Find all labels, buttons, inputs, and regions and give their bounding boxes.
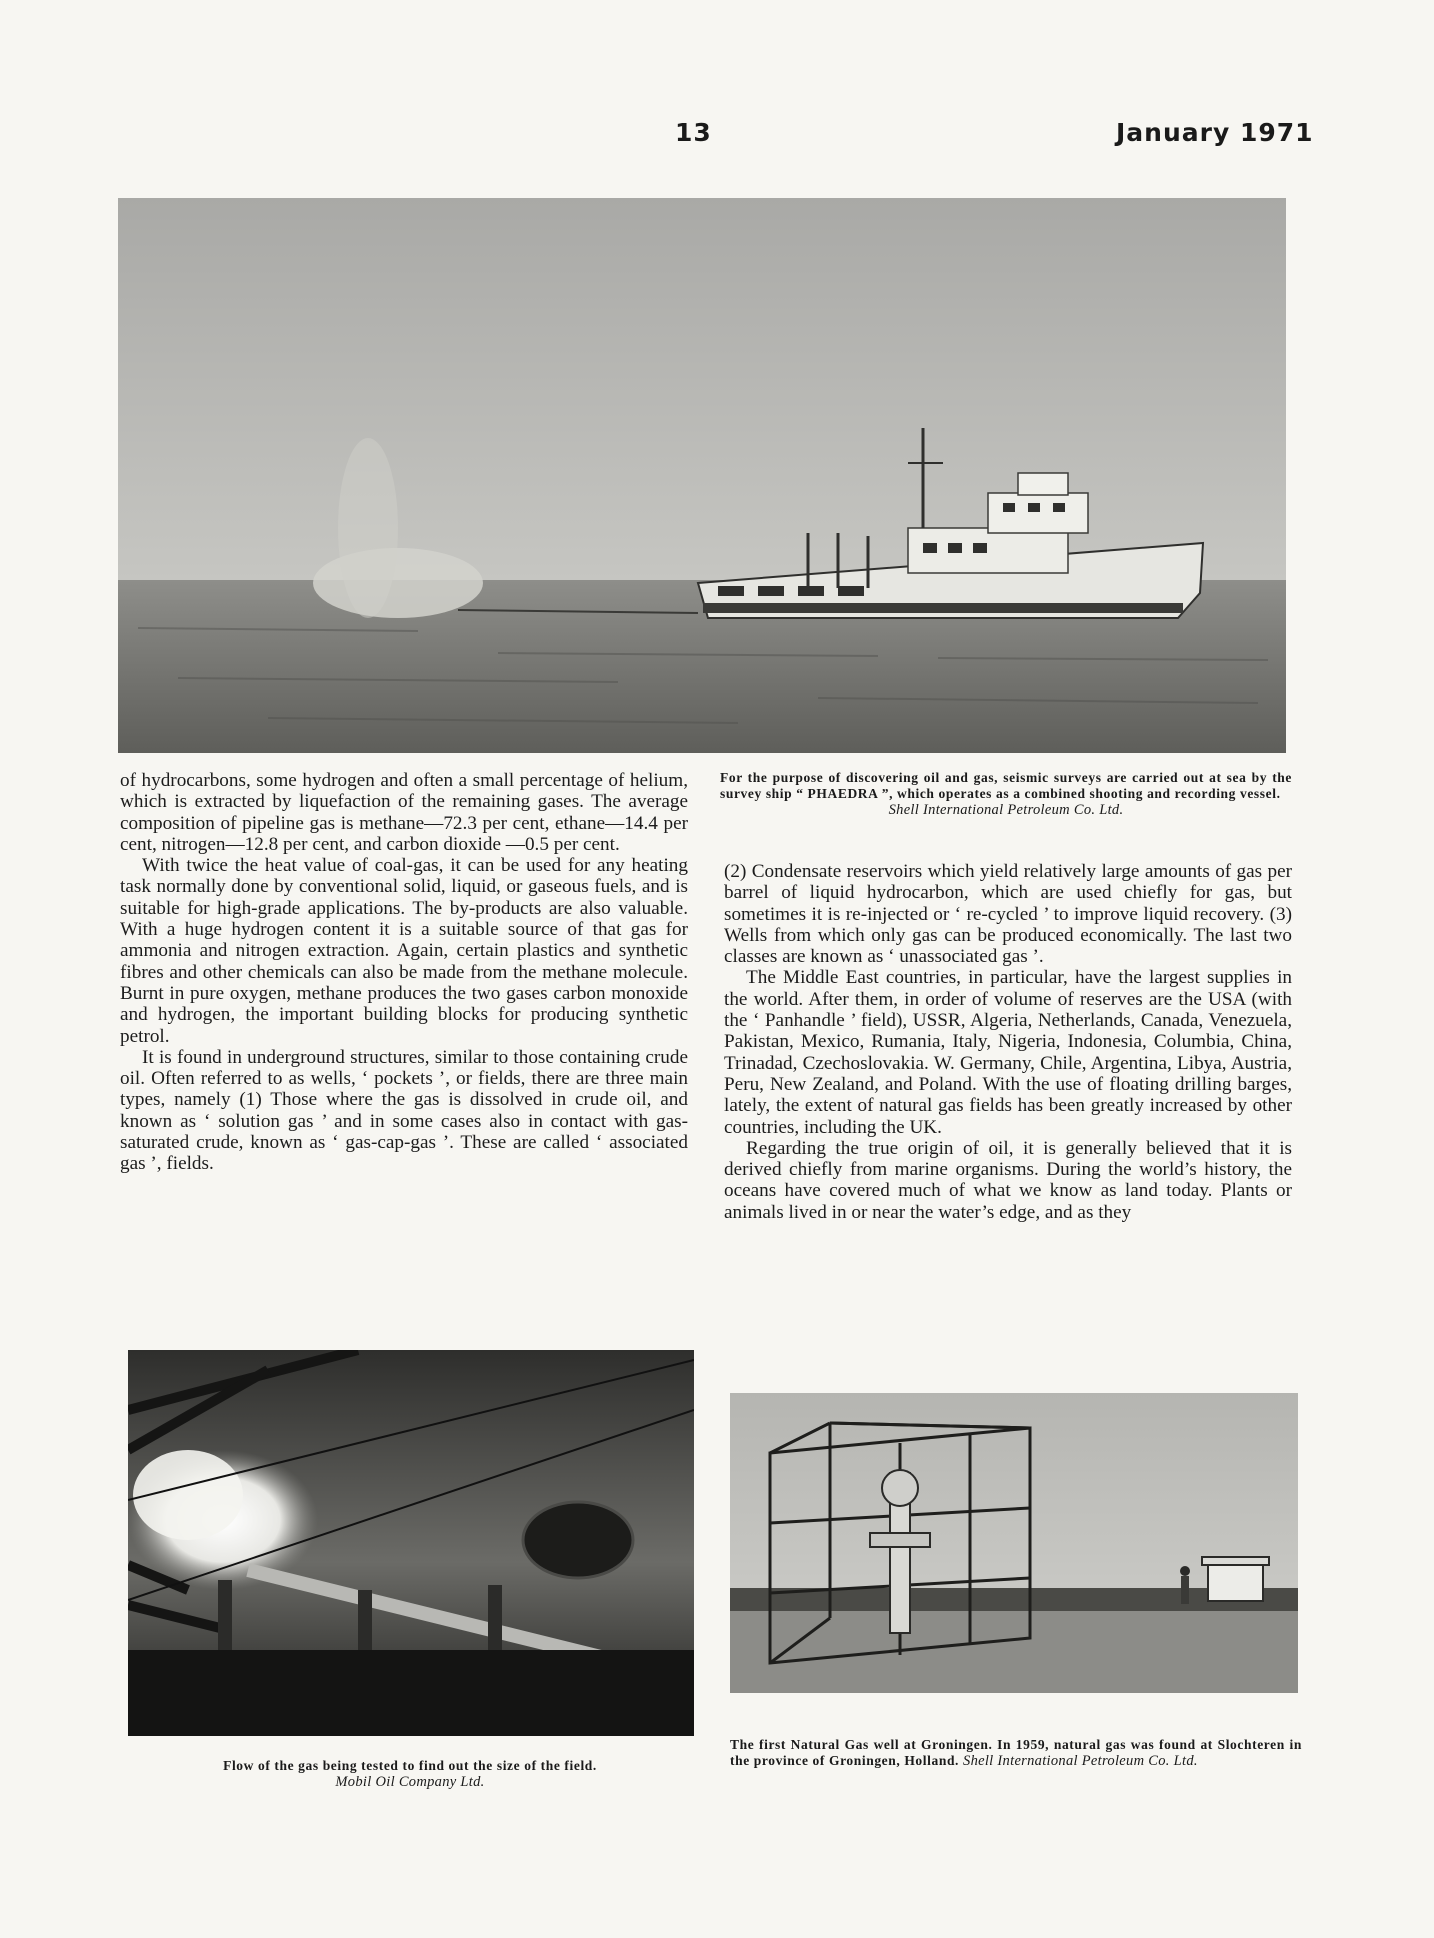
caption-credit: Mobil Oil Company Ltd. xyxy=(335,1774,485,1790)
left-column-text xyxy=(120,770,688,1175)
gas-well-cage-photo xyxy=(730,1393,1298,1693)
page-number: 13 xyxy=(675,118,712,147)
paragraph: Regarding the true origin of oil, it is generally believed that it is derived chiefly from marine organisms. During the world’s history, the oceans have covered much of what we know as land today. Plants or animals lived in or near the water’s edge, and as they xyxy=(724,1137,1292,1223)
paragraph: The Middle East countries, in particular, have the largest supplies in the world. After them, in order of volume of reserves are the USA (with the ‘ Panhandle ’ field), USSR, Algeria, Netherlands, Canada, Venezuela, Pakistan, Mexico, Rumania, Italy, Nigeria, Indonesia, Columbia, China, Trinadad, Czechoslovakia. W. Germany, Chile, Argentina, Libya, Austria, Peru, New Zealand, and Poland. With the use of floating drilling barges, lately, the extent of natural gas fields has been greatly increased by other countries, including the UK. xyxy=(724,967,1292,1138)
ship-photo-caption xyxy=(720,770,1292,818)
paragraph: of hydrocarbons, some hydrogen and often a small percentage of helium, which is extracted by liquefaction of the remaining gases. The average composition of pipeline gas is methane—72.3 per cent, ethane—14.4 per cent, nitrogen—12.8 per cent, and carbon dioxide —0.5 per cent. xyxy=(120,770,688,855)
paragraph: With twice the heat value of coal-gas, it can be used for any heating task normally done by conventional solid, liquid, or gaseous fuels, and is suitable for high-grade applications. The by-products are also valuable. With a huge hydrogen content it is a suitable source of that gas for ammonia and nitrogen extraction. Again, certain plastics and synthetic fibres and other chemicals can also be made from the methane molecule. Burnt in pure oxygen, methane produces the two gases carbon monoxide and hydrogen, the important building blocks for producing synthetic petrol. xyxy=(120,855,688,1047)
right-column-text xyxy=(724,861,1292,1223)
gas-flare-photo xyxy=(128,1350,694,1736)
caption-text: For the purpose of discovering oil and gas, seismic surveys are carried out at sea by the survey ship “ PHAEDRA ”, which operates as a combined shooting and recording vessel. xyxy=(720,770,1292,801)
issue-date: January 1971 xyxy=(1116,118,1314,147)
caption-text: The first Natural Gas well at Groningen. In 1959, natural gas was found at Slochteren in the province of Groningen, Holland. xyxy=(730,1737,1302,1768)
flare-photo-caption xyxy=(124,1758,696,1790)
paragraph: It is found in underground structures, similar to those containing crude oil. Often referred to as wells, ‘ pockets ’, or fields, there are three main types, namely (1) Those where the gas is dissolved in crude oil, and known as ‘ solution gas ’ and in some cases also in contact with gas-saturated crude, known as ‘ gas-cap-gas ’. These are called ‘ associated gas ’, fields. xyxy=(120,1046,688,1175)
caption-credit: Shell International Petroleum Co. Ltd. xyxy=(963,1753,1198,1769)
paragraph: (2) Condensate reservoirs which yield relatively large amounts of gas per barrel of liquid hydrocarbon, which are used chiefly for gas, but sometimes it is re-injected or ‘ re-cycled ’ to improve liquid recovery. (3) Wells from which only gas can be produced economically. The last two classes are known as ‘ unassociated gas ’. xyxy=(724,861,1292,968)
caption-credit: Shell International Petroleum Co. Ltd. xyxy=(888,802,1124,818)
well-photo-caption xyxy=(730,1737,1302,1769)
survey-ship-photo xyxy=(118,198,1286,753)
caption-text: Flow of the gas being tested to find out the size of the field. xyxy=(223,1758,597,1773)
